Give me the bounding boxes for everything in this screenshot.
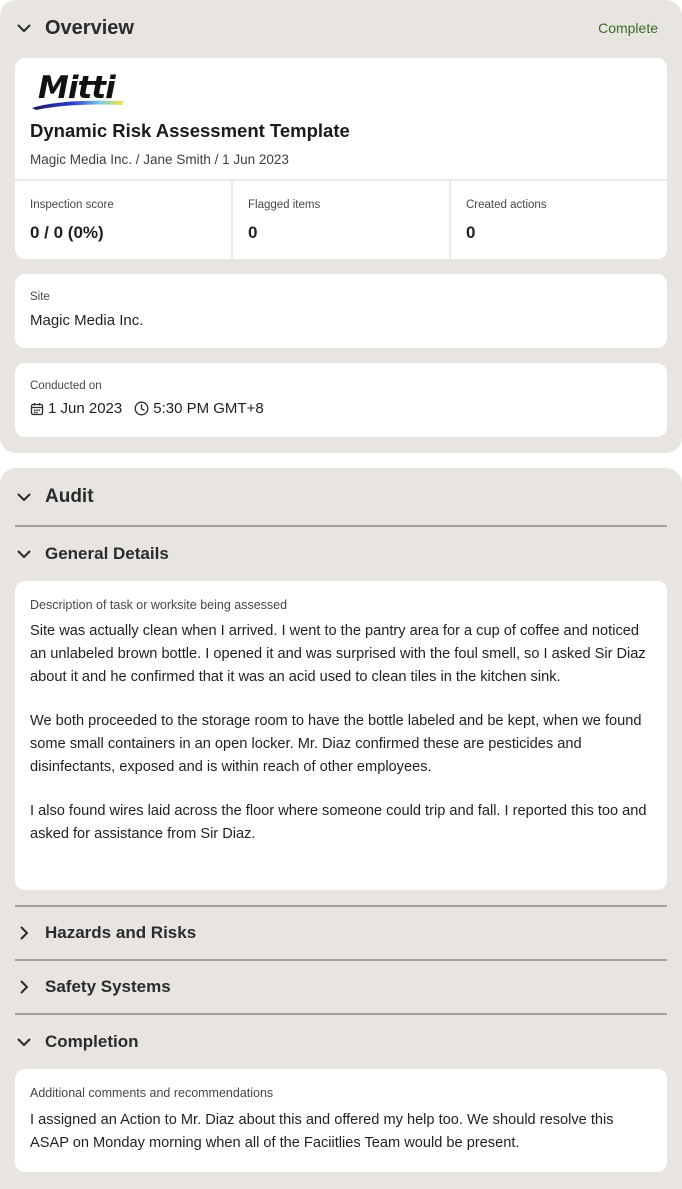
completion-header[interactable]: [16, 1027, 666, 1057]
chevron-down-icon[interactable]: [16, 546, 32, 562]
overview-header[interactable]: [16, 13, 666, 43]
audit-panel: [0, 468, 682, 1189]
conducted-datetime: [30, 400, 264, 417]
conducted-label: Conducted on: [30, 380, 102, 392]
comments-text: [30, 1109, 650, 1172]
comments-label: Additional comments and recommendations: [30, 1086, 274, 1100]
stat-label: Created actions: [466, 199, 547, 211]
divider: [15, 959, 667, 961]
document-subtitle: Magic Media Inc. / Jane Smith / 1 Jun 2023: [30, 152, 289, 167]
clock-icon: [134, 401, 149, 416]
task-description-card: [15, 581, 667, 890]
overview-title: Overview: [45, 16, 134, 39]
brand-logo: [30, 70, 130, 110]
conducted-time: 5:30 PM GMT+8: [153, 400, 264, 417]
paragraph: We both proceeded to the storage room to have the bottle labeled and be kept, when we found some small containers in an open locker. Mr. Diaz confirmed these are pesticides and disinfectants, exposed and is within reach of other employees.: [30, 713, 642, 775]
divider: [15, 525, 667, 527]
site-label: Site: [30, 291, 50, 303]
chevron-right-icon[interactable]: [16, 925, 32, 941]
hazards-risks-header[interactable]: [16, 918, 666, 948]
conducted-date: 1 Jun 2023: [48, 400, 123, 417]
overview-panel: [0, 0, 682, 453]
document-title: Dynamic Risk Assessment Template: [30, 120, 350, 141]
report-header-card: [15, 58, 667, 259]
task-description-label: Description of task or worksite being assessed: [30, 598, 288, 612]
paragraph: Site was actually clean when I arrived. I went to the pantry area for a cup of coffee and noticed an unlabeled brown bottle. I opened it and was surprised with the foul smell, so I asked Sir Diaz about it and he confirmed that it was an acid used to clean tiles in the kitchen sink.: [30, 623, 646, 685]
stat-flagged-items[interactable]: [233, 181, 451, 259]
divider: [15, 1013, 667, 1015]
task-description-text: [30, 620, 650, 867]
chevron-down-icon[interactable]: [16, 1034, 32, 1050]
divider: [15, 905, 667, 907]
stat-value: 0: [466, 223, 476, 242]
site-value: Magic Media Inc.: [30, 312, 144, 329]
hazards-risks-title: Hazards and Risks: [45, 923, 197, 942]
stat-value: 0: [248, 223, 258, 242]
chevron-right-icon[interactable]: [16, 979, 32, 995]
audit-title: Audit: [45, 486, 94, 507]
audit-header[interactable]: [16, 482, 666, 512]
completion-card: [15, 1069, 667, 1172]
paragraph: I assigned an Action to Mr. Diaz about this and offered my help too. We should resolve this ASAP on Monday morning when all of the Faciitlies Team would be present.: [30, 1112, 614, 1151]
stat-created-actions[interactable]: [451, 181, 667, 259]
conducted-on-card: [15, 363, 667, 437]
general-details-header[interactable]: [16, 539, 666, 569]
logo-text: Mitti: [38, 70, 115, 106]
stat-value: 0 / 0 (0%): [30, 223, 104, 242]
calendar-icon: [30, 402, 44, 416]
completion-title: Completion: [45, 1032, 139, 1051]
stat-label: Flagged items: [248, 199, 321, 211]
stats-row: [15, 179, 667, 259]
paragraph: I also found wires laid across the floor where someone could trip and fall. I reported this too and asked for assistance from Sir Diaz.: [30, 803, 647, 842]
site-card: [15, 274, 667, 348]
status-badge: Complete: [598, 20, 658, 36]
safety-systems-header[interactable]: [16, 972, 666, 1002]
safety-systems-title: Safety Systems: [45, 977, 171, 996]
chevron-down-icon[interactable]: [16, 20, 32, 36]
general-details-title: General Details: [45, 544, 169, 563]
stat-label: Inspection score: [30, 199, 114, 211]
chevron-down-icon[interactable]: [16, 489, 32, 505]
stat-inspection-score: [15, 181, 233, 259]
